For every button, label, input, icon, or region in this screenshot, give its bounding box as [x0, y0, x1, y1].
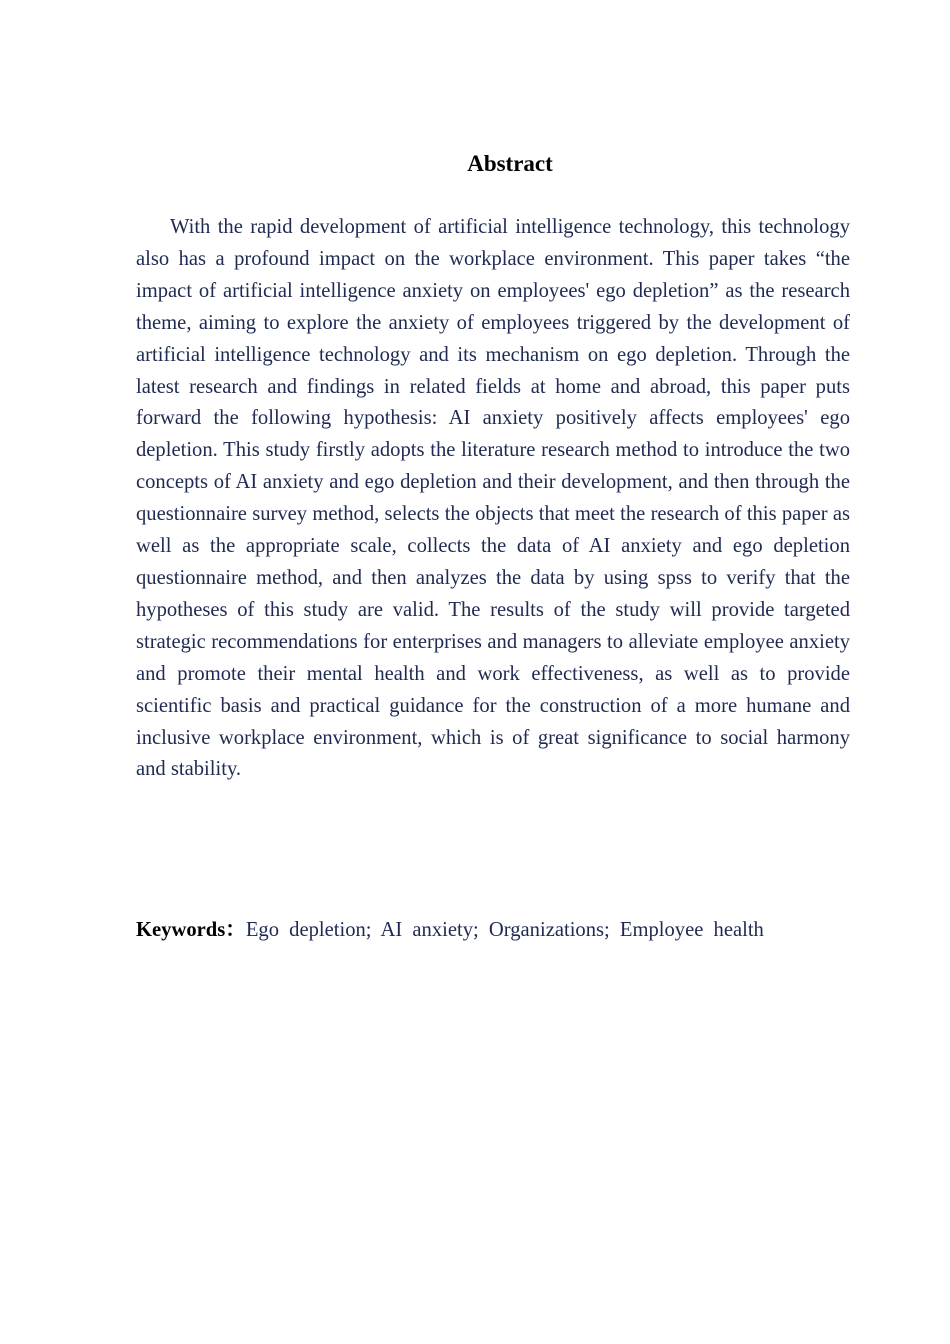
abstract-title: Abstract — [467, 151, 553, 176]
keywords-line — [136, 915, 850, 946]
keywords-label: Keywords： — [136, 919, 246, 941]
keywords-text: Ego depletion; AI anxiety; Organizations; Employee health — [245, 919, 764, 941]
abstract-body: With the rapid development of artificial intelligence technology, this technology also has a profound impact on the workplace environment. This paper takes “the impact of artificial intelligence anxiety on employees' ego depletion” as the research theme, aiming to explore the anxiety of employees triggered by the development of artificial intelligence technology and its mechanism on ego depletion. Through the latest research and findings in related fields at home and abroad, this paper puts forward the following hypothesis: AI anxiety positively affects employees' ego depletion. This study firstly adopts the literature research method to introduce the two concepts of AI anxiety and ego depletion and their development, and then through the questionnaire survey method, selects the objects that meet the research of this paper as well as the appropriate scale, collects the data of AI anxiety and ego depletion questionnaire method, and then analyzes the data by using spss to verify that the hypotheses of this study are valid. The results of the study will provide targeted strategic recommendations for enterprises and managers to alleviate employee anxiety and promote their mental health and work effectiveness, as well as to provide scientific basis and practical guidance for the construction of a more humane and inclusive workplace environment, which is of great significance to social harmony and stability. — [136, 216, 850, 781]
